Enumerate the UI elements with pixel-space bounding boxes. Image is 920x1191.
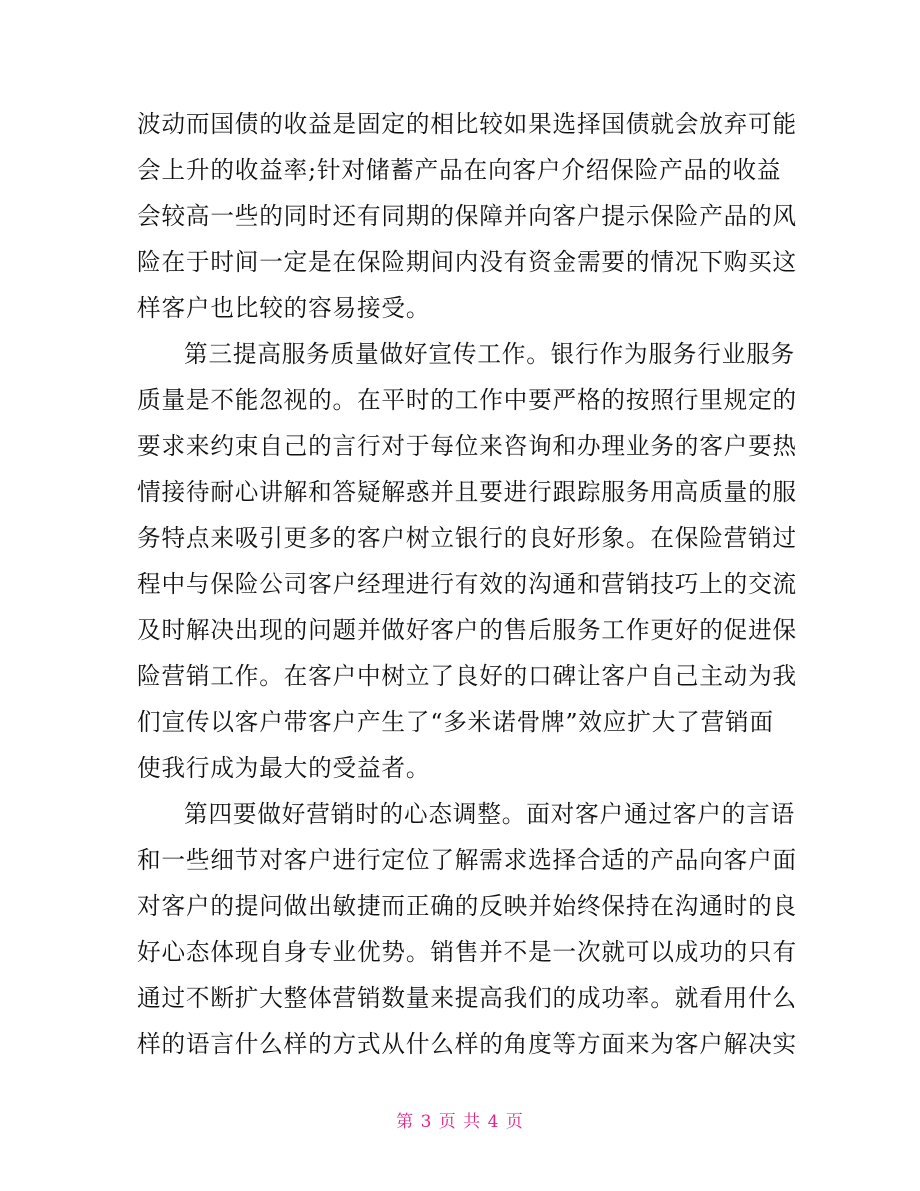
- text-line: 会较高一些的同时还有同期的保障并向客户提示保险产品的风: [137, 202, 797, 230]
- text-line: 通过不断扩大整体营销数量来提高我们的成功率。就看用什么: [137, 984, 797, 1012]
- text-line: 质量是不能忽视的。在平时的工作中要严格的按照行里规定的: [137, 386, 797, 414]
- text-line: 情接待耐心讲解和答疑解惑并且要进行跟踪服务用高质量的服: [137, 478, 797, 506]
- text-line: 程中与保险公司客户经理进行有效的沟通和营销技巧上的交流: [137, 570, 797, 598]
- text-line: 险在于时间一定是在保险期间内没有资金需要的情况下购买这: [137, 248, 797, 276]
- text-line: 第三提高服务质量做好宣传工作。银行作为服务行业服务: [184, 340, 796, 368]
- page-number-footer: 第 3 页 共 4 页: [396, 1112, 524, 1132]
- text-line: 们宣传以客户带客户产生了“多米诺骨牌”效应扩大了营销面: [137, 708, 774, 736]
- text-line: 样的语言什么样的方式从什么样的角度等方面来为客户解决实: [137, 1030, 797, 1058]
- text-line: 及时解决出现的问题并做好客户的售后服务工作更好的促进保: [137, 616, 797, 644]
- text-line: 波动而国债的收益是固定的相比较如果选择国债就会放弃可能: [137, 110, 797, 138]
- text-line: 第四要做好营销时的心态调整。面对客户通过客户的言语: [184, 800, 796, 828]
- text-line: 和一些细节对客户进行定位了解需求选择合适的产品向客户面: [137, 846, 797, 874]
- text-line: 使我行成为最大的受益者。: [137, 754, 431, 782]
- text-line: 样客户也比较的容易接受。: [137, 294, 431, 322]
- text-line: 要求来约束自己的言行对于每位来咨询和办理业务的客户要热: [137, 432, 797, 460]
- text-line: 务特点来吸引更多的客户树立银行的良好形象。在保险营销过: [137, 524, 797, 552]
- text-line: 会上升的收益率;针对储蓄产品在向客户介绍保险产品的收益: [137, 156, 782, 184]
- text-line: 对客户的提问做出敏捷而正确的反映并始终保持在沟通时的良: [137, 892, 797, 920]
- text-line: 好心态体现自身专业优势。销售并不是一次就可以成功的只有: [137, 938, 797, 966]
- text-line: 险营销工作。在客户中树立了良好的口碑让客户自己主动为我: [137, 662, 797, 690]
